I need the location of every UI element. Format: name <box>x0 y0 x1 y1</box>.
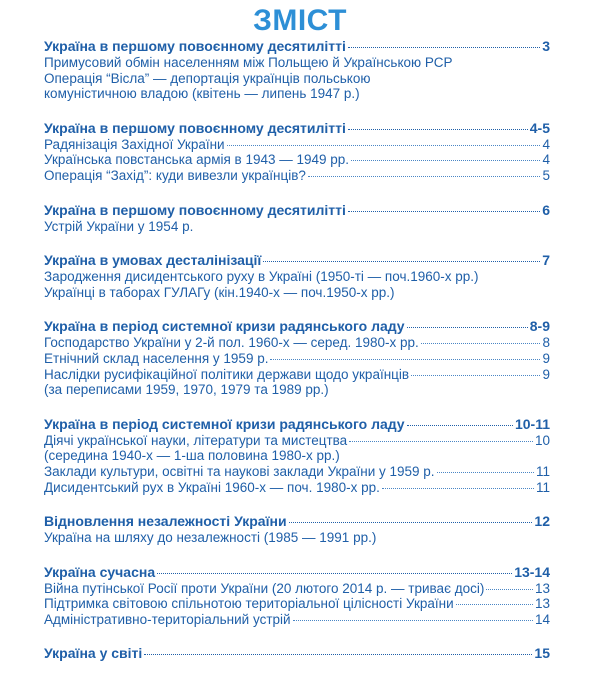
page-title: ЗМІСТ <box>253 4 347 37</box>
section-heading[interactable] <box>44 252 550 269</box>
section-heading-page: 15 <box>534 645 550 662</box>
toc-entry[interactable] <box>44 433 550 449</box>
toc-entry[interactable] <box>44 382 550 398</box>
section-heading-text: Україна в першому повоєнному десятилітті <box>44 201 346 218</box>
section-heading-page: 4-5 <box>529 119 550 136</box>
section-heading[interactable] <box>44 202 550 219</box>
section-heading[interactable] <box>44 513 550 530</box>
toc-entry-page: 5 <box>542 167 550 183</box>
toc-section <box>44 120 550 184</box>
dot-leader <box>349 441 533 442</box>
toc-entry[interactable] <box>44 219 550 235</box>
section-heading-text: Україна в першому повоєнному десятилітті <box>44 119 346 136</box>
dot-leader <box>486 589 533 590</box>
dot-leader <box>293 620 533 621</box>
dot-leader <box>157 573 512 574</box>
toc-entry-text: Зародження дисидентського руху в Україні (1950-ті — поч.1960-х рр.) <box>44 269 479 285</box>
toc-entry-text: Радянізація Західної України <box>44 136 225 152</box>
toc-entry-text: Операція “Захід”: куди вивезли українців? <box>44 167 306 183</box>
toc-entry[interactable] <box>44 285 550 301</box>
dot-leader <box>227 145 541 146</box>
section-heading[interactable] <box>44 318 550 335</box>
dot-leader <box>270 359 540 360</box>
dot-leader <box>348 47 540 48</box>
toc-entry[interactable] <box>44 581 550 597</box>
section-heading-page: 7 <box>542 252 550 269</box>
dot-leader <box>348 211 540 212</box>
toc-entry[interactable] <box>44 367 550 383</box>
toc-entry-page: 9 <box>542 350 550 366</box>
toc-entry-text: Устрій України у 1954 р. <box>44 218 194 234</box>
toc-entry[interactable] <box>44 71 550 87</box>
toc-section <box>44 416 550 495</box>
toc-section <box>44 202 550 235</box>
dot-leader <box>407 327 528 328</box>
section-heading-text: Україна в період системної кризи радянського ладу <box>44 318 405 335</box>
dot-leader <box>348 129 528 130</box>
section-heading[interactable] <box>44 564 550 581</box>
dot-leader <box>411 375 540 376</box>
section-heading-text: Україна в умовах десталінізації <box>44 252 262 269</box>
dot-leader <box>456 604 533 605</box>
toc-entry-text: Наслідки русифікаційної політики держави щодо українців <box>44 366 410 382</box>
toc-entry[interactable] <box>44 612 550 628</box>
toc-entry-page: 4 <box>542 136 550 152</box>
toc-entry-text: (середина 1940-х — 1-ша половина 1980-х рр.) <box>44 448 340 464</box>
toc-entry-text: Адміністративно-територіальний устрій <box>44 611 291 627</box>
section-heading[interactable] <box>44 416 550 433</box>
toc-entry-text: Діячі української науки, літератури та мистецтва <box>44 432 348 448</box>
section-heading-text: Відновлення незалежності України <box>44 513 287 530</box>
toc-section <box>44 564 550 628</box>
dot-leader <box>421 343 541 344</box>
toc-entry-text: Етнічний склад населення у 1959 р. <box>44 350 269 366</box>
toc-entry-text: Україна на шляху до незалежності (1985 — 1991 рр.) <box>44 530 377 546</box>
dot-leader <box>144 654 532 655</box>
toc-entry[interactable] <box>44 269 550 285</box>
toc-entry-page: 8 <box>542 335 550 351</box>
toc-entry[interactable] <box>44 464 550 480</box>
toc-entry-text: (за переписами 1959, 1970, 1979 та 1989 рр.) <box>44 382 329 398</box>
section-heading-page: 8-9 <box>529 318 550 335</box>
section-heading-text: Україна сучасна <box>44 563 156 580</box>
toc-entry-text: Заклади культури, освітні та наукові заклади України у 1959 р. <box>44 463 435 479</box>
toc-entry[interactable] <box>44 351 550 367</box>
section-heading-page: 13-14 <box>514 563 550 580</box>
dot-leader <box>263 261 540 262</box>
section-heading-page: 12 <box>534 513 550 530</box>
toc-entry-page: 11 <box>535 463 550 479</box>
dot-leader <box>407 425 513 426</box>
toc-section <box>44 318 550 397</box>
toc-entry-page: 9 <box>542 366 550 382</box>
toc-entry[interactable] <box>44 335 550 351</box>
dot-leader <box>382 488 534 489</box>
toc-entry-page: 11 <box>535 479 550 495</box>
toc-entry[interactable] <box>44 137 550 153</box>
toc-section <box>44 38 550 102</box>
toc-entry-text: Дисидентський рух в Україні 1960-х — поч. 1980-х рр. <box>44 479 380 495</box>
section-heading-text: Україна в першому повоєнному десятилітті <box>44 38 346 54</box>
section-heading[interactable] <box>44 38 550 55</box>
table-of-contents <box>44 38 550 680</box>
toc-entry[interactable] <box>44 448 550 464</box>
dot-leader <box>289 522 533 523</box>
dot-leader <box>308 176 541 177</box>
toc-section <box>44 252 550 300</box>
toc-entry-text: Підтримка світовою спільнотою територіальної цілісності України <box>44 596 454 612</box>
section-heading[interactable] <box>44 645 550 662</box>
section-heading-page: 10-11 <box>514 415 550 432</box>
toc-entry[interactable] <box>44 168 550 184</box>
toc-entry[interactable] <box>44 55 550 71</box>
toc-entry-text: Примусовий обмін населенням між Польщею й Українською РСР <box>44 55 453 70</box>
toc-entry[interactable] <box>44 152 550 168</box>
toc-section <box>44 645 550 662</box>
section-heading-page: 6 <box>542 201 550 218</box>
section-heading-text: Україна у світі <box>44 645 143 662</box>
toc-entry-text: Війна путінської Росії проти України (20 лютого 2014 р. — триває досі) <box>44 580 485 596</box>
toc-entry-page: 13 <box>534 596 550 612</box>
section-heading-text: Україна в період системної кризи радянського ладу <box>44 415 405 432</box>
section-heading-page: 3 <box>542 38 550 54</box>
toc-entry-text: Українська повстанська армія в 1943 — 1949 рр. <box>44 152 350 168</box>
toc-entry[interactable] <box>44 86 550 102</box>
toc-entry-text: Господарство України у 2-й пол. 1960-х — серед. 1980-х рр. <box>44 335 419 351</box>
toc-section <box>44 513 550 546</box>
toc-entry-text: Українці в таборах ГУЛАГу (кін.1940-х — поч.1950-х рр.) <box>44 284 395 300</box>
dot-leader <box>351 160 540 161</box>
toc-entry-page: 4 <box>542 152 550 168</box>
section-heading[interactable] <box>44 120 550 137</box>
toc-entry-page: 14 <box>534 611 550 627</box>
toc-entry-page: 13 <box>534 580 550 596</box>
toc-entry[interactable] <box>44 596 550 612</box>
toc-entry-text: Операція “Вісла” — депортація українців польською <box>44 70 371 86</box>
toc-entry-page: 10 <box>534 432 550 448</box>
dot-leader <box>437 472 534 473</box>
toc-entry[interactable] <box>44 480 550 496</box>
toc-entry[interactable] <box>44 530 550 546</box>
toc-entry-text: комуністичною владою (квітень — липень 1947 р.) <box>44 86 360 102</box>
